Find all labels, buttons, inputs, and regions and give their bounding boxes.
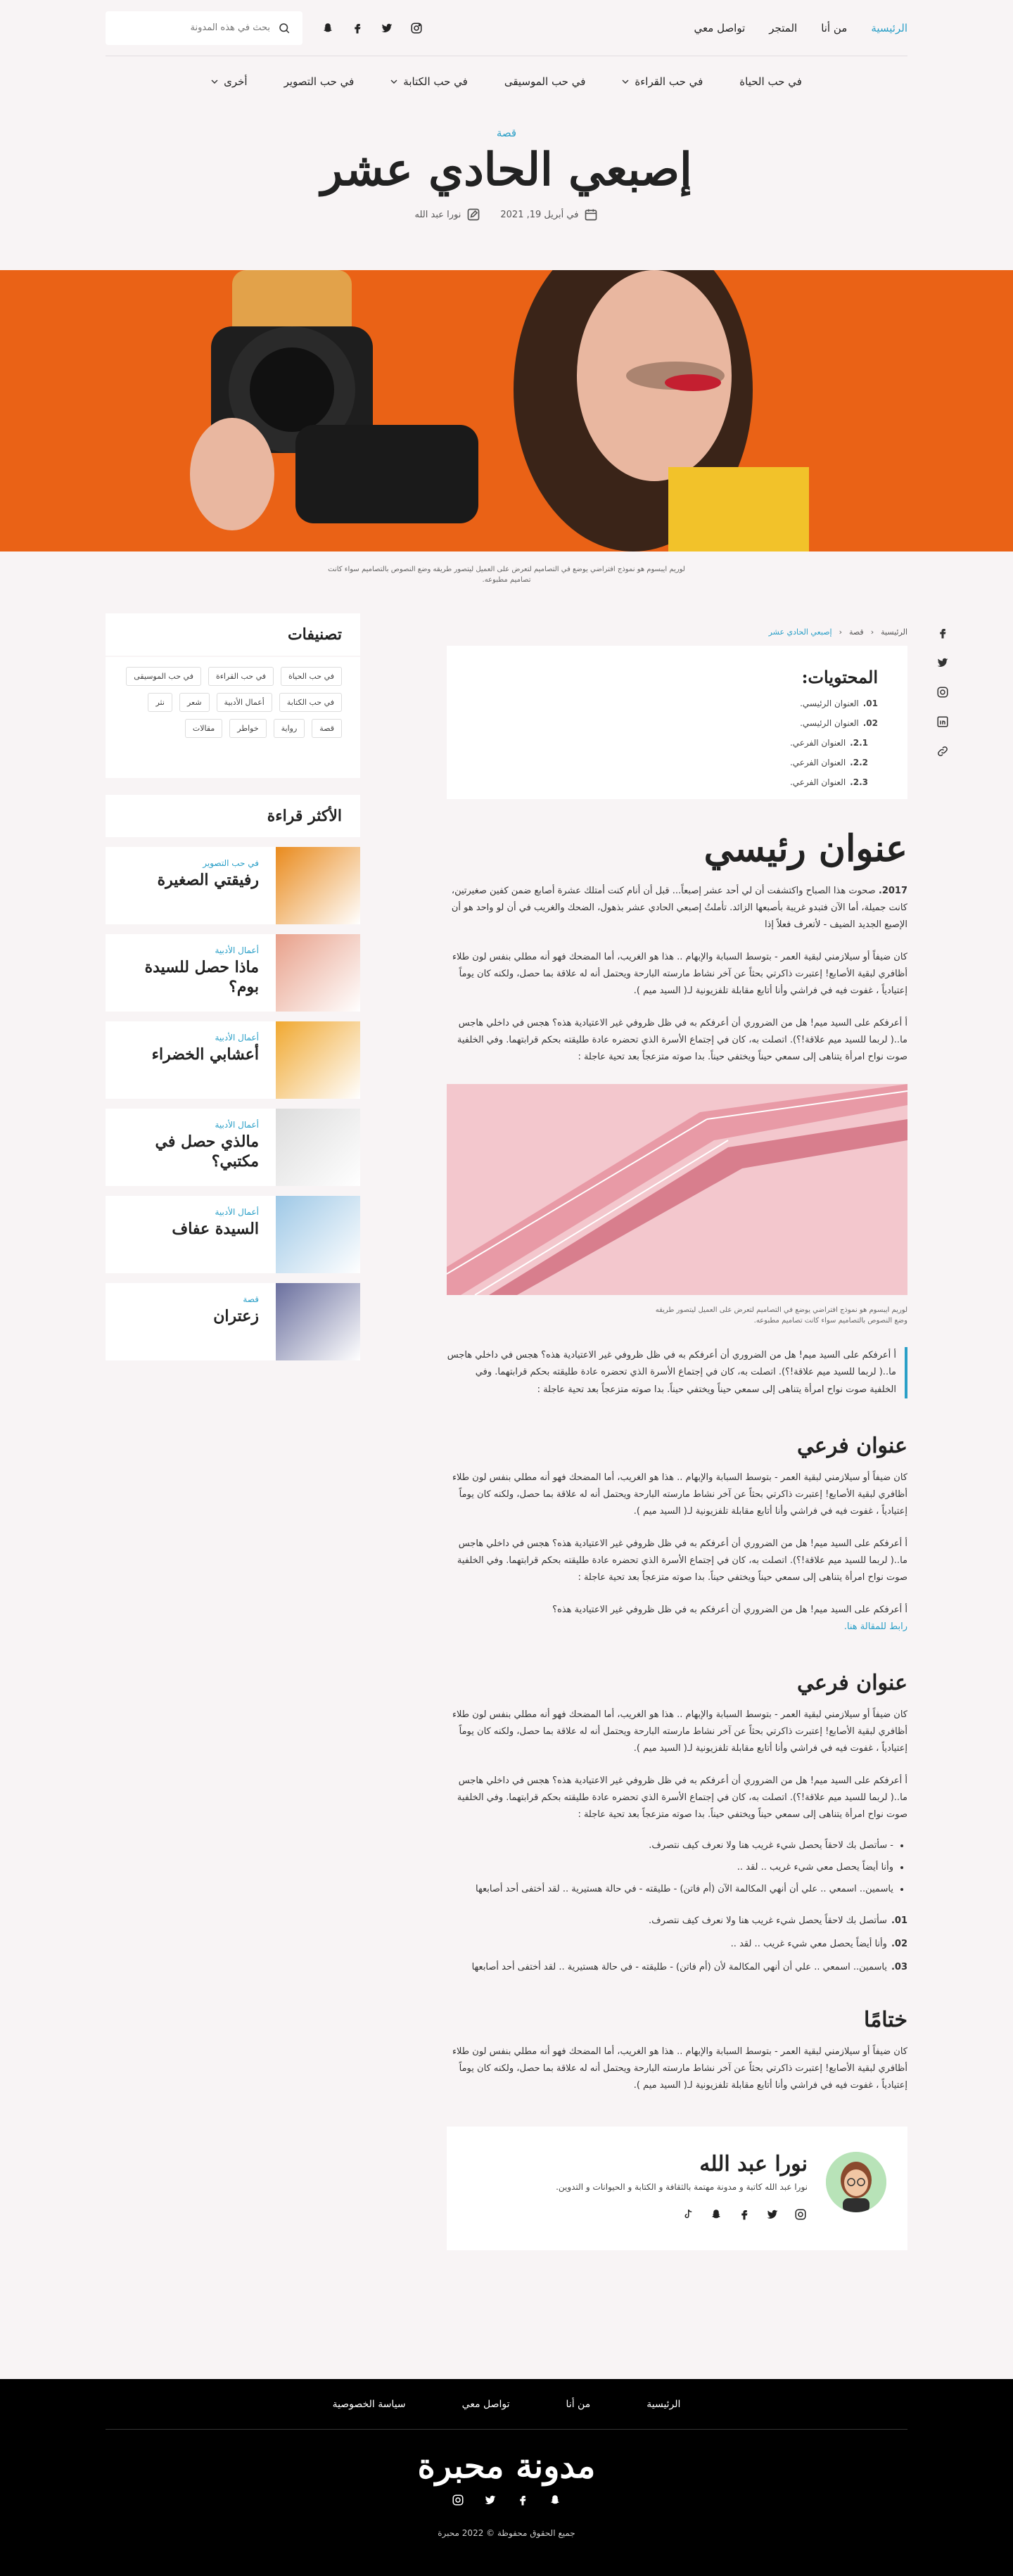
header-social xyxy=(321,21,423,35)
toc-label: العنوان الرئيسي. xyxy=(800,699,859,708)
list-item: • وأنا أيضاً يحصل معي شيء غريب .. لقد .. xyxy=(447,1862,893,1873)
twitter-icon[interactable] xyxy=(765,2207,779,2221)
popular-post-category[interactable]: قصة xyxy=(243,1294,259,1304)
main-heading: عنوان رئيسي xyxy=(703,827,907,870)
footer-logo: مدونة محبرة xyxy=(417,2447,596,2486)
popular-post-text xyxy=(106,1196,276,1273)
facebook-icon[interactable] xyxy=(737,2207,751,2221)
tag-chip[interactable]: في حب الموسيقى xyxy=(126,667,201,686)
share-bar xyxy=(936,626,950,758)
paragraph-g: أ أعرفكم على السيد ميم! هل من الضروري أن أعرفكم به في ظل ظروفي غير الاعتيادية هذه؟ هجس في داخلي هاجس ما..( لربما للسيد ميم علاقة!؟). اتصلت به، كان في إجتماع الأسرة الذي تحضره عادة طليقته بحكم قرابتهما. وفي الخلفية صوت نواح امرأة يتناهى إلى سمعي حيناً ويختفي حيناً. بدا صوته متزعجاً بعد تحية عاجلة : xyxy=(457,1775,907,1821)
paragraph-h: كان ضيفاً أو سيلازمني لبقية العمر - بتوسط السبابة والإبهام .. هذا هو الغريب، أما المضحك فهو أنه مطلي بنفس لون طلاء أظافري لبقية الأصابع! إعتبرت ذاكرتي بحثاً عن آخر نشاط مارسته البارحة ويحتمل أنه له علاقة بما حصل، ولكنه كان يوماً إعتيادياً ، غفوت فيه في فراشي وأنا أتابع مقابلة تلفزيونية لـ( السيد ميم ). xyxy=(452,2046,907,2091)
popular-post-card[interactable] xyxy=(106,1109,360,1186)
footer-nav-home[interactable]: الرئيسية xyxy=(646,2398,681,2410)
list-text: ياسمين.. اسمعي .. علي أن أنهي المكالمة لأن (أم فاتن) - طليقته - في حالة هستيرية .. لقد أختفى أحد أصابعها xyxy=(471,1962,887,1973)
intro-text: صحوت هذا الصباح واكتشفت أن لي أحد عشر إصبعاً... قبل أن أنام كنت أمتلك عشرة أصابع ضمن كفين صغيرتين، كانت جميلة، أما الآن فتبدو غريبة بأصبعها الزائد. تأملتُ إصبعي الحادي عشر بذهول، الضحك والغريب في أن لو واحد هو أن الإصبع الجديد الضيف - لأتعرف فعلاً إذا xyxy=(451,886,907,931)
cat-photo-label: في حب التصوير xyxy=(283,75,355,88)
toc-number: 2.3. xyxy=(850,777,868,787)
main-nav xyxy=(694,22,907,34)
search-box[interactable] xyxy=(106,11,302,45)
popular-widget-title: الأكثر قراءة xyxy=(106,795,360,837)
article xyxy=(447,613,907,2250)
popular-post-card[interactable] xyxy=(106,847,360,924)
toc-list xyxy=(476,699,878,787)
tag-chip[interactable]: شعر xyxy=(179,693,210,712)
popular-post-thumbnail[interactable] xyxy=(276,934,360,1012)
tag-chip[interactable]: نثر xyxy=(148,693,172,712)
popular-post-card[interactable] xyxy=(106,934,360,1012)
sub-heading-1: عنوان فرعي xyxy=(796,1433,907,1458)
popular-post-title[interactable]: السيدة عفاف xyxy=(172,1220,259,1238)
toc-number: 02. xyxy=(862,718,878,728)
chevron-left-icon: ‹ xyxy=(870,627,874,637)
breadcrumb-home[interactable]: الرئيسية xyxy=(881,627,907,637)
paragraph-a: كان ضيفاً أو سيلازمني لبقية العمر - بتوسط السبابة والإبهام .. هذا هو الغريب، أما المضحك فهو أنه مطلي بنفس لون طلاء أظافري لبقية الأصابع! إعتبرت ذاكرتي بحثاً عن آخر نشاط مارسته البارحة ويحتمل أنه له علاقة بما حصل، ولكنه كان يوماً إعتيادياً ، غفوت فيه في فراشي وأنا أتابع مقابلة تلفزيونية لـ( السيد ميم ). xyxy=(452,952,907,997)
popular-post-thumbnail[interactable] xyxy=(276,1109,360,1186)
cat-other[interactable] xyxy=(211,75,247,88)
snapchat-icon[interactable] xyxy=(548,2493,562,2507)
tags-cloud xyxy=(106,657,360,778)
author-box xyxy=(447,2127,907,2250)
sidebar xyxy=(106,613,360,2250)
tag-chip[interactable]: قصة xyxy=(312,719,342,738)
toc-title: المحتويات: xyxy=(801,667,878,687)
popular-post-category[interactable]: أعمال الأدبية xyxy=(215,1207,259,1217)
cat-reading[interactable] xyxy=(622,75,703,88)
escalator-illustration xyxy=(447,1084,907,1295)
popular-post-category[interactable]: أعمال الأدبية xyxy=(215,1120,259,1130)
popular-post-thumbnail[interactable] xyxy=(276,1283,360,1360)
list-item xyxy=(447,1939,907,1949)
conclusion-heading: ختامًا xyxy=(864,2008,907,2033)
header-tools xyxy=(106,11,423,45)
popular-post-card[interactable] xyxy=(106,1283,360,1360)
toc-item[interactable] xyxy=(476,699,878,708)
nav-about[interactable]: من أنا xyxy=(821,21,848,34)
search-icon[interactable] xyxy=(277,21,291,35)
image-caption: لوريم ايبسوم هو نموذج افتراضي يوضع في التصاميم لتعرض على العميل ليتصور طريقه وضع النصوص بالتصاميم سواء كانت تصاميم مطبوعه. xyxy=(655,1306,907,1325)
snapchat-icon[interactable] xyxy=(321,21,335,35)
avatar-illustration xyxy=(826,2152,886,2212)
cat-writing[interactable] xyxy=(390,75,468,88)
footer-nav-about[interactable]: من أنا xyxy=(566,2398,591,2410)
facebook-icon[interactable] xyxy=(350,21,364,35)
post-date-text: في أبريل 19, 2021 xyxy=(500,209,579,220)
toc-label: العنوان الرئيسي. xyxy=(800,718,859,728)
table-of-contents xyxy=(447,646,907,799)
tag-chip[interactable]: مقالات xyxy=(185,719,222,738)
popular-post-title[interactable]: أعشابي الخضراء xyxy=(151,1045,259,1064)
popular-post-title[interactable]: زعتران xyxy=(213,1307,259,1325)
nav-contact[interactable]: تواصل معي xyxy=(694,21,746,34)
breadcrumb-category[interactable]: قصة xyxy=(849,627,864,637)
nav-home[interactable]: الرئيسية xyxy=(871,21,907,34)
tag-chip[interactable]: أعمال الأدبية xyxy=(217,693,272,712)
breadcrumb xyxy=(447,618,907,646)
footer-social xyxy=(0,2493,1013,2507)
hero-caption: لوريم ايبسوم هو نموذج افتراضي يوضع في التصاميم لتعرض على العميل ليتصور طريقه وضع النصوص بالتصاميم سواء كانت تصاميم مطبوعه. xyxy=(328,566,685,584)
tag-chip[interactable]: خواطر xyxy=(229,719,266,738)
toc-item[interactable] xyxy=(476,738,868,748)
calendar-icon xyxy=(584,208,598,222)
blockquote: أ أعرفكم على السيد ميم! هل من الضروري أن أعرفكم به في ظل ظروفي غير الاعتيادية هذه؟ هجس في داخلي هاجس ما..( لربما للسيد ميم علاقة!؟). اتصلت به، كان في إجتماع الأسرة الذي تحضره عادة طليقته بحكم قرابتهما. وفي الخلفية صوت نواح امرأة يتناهى إلى سمعي حيناً ويختفي حيناً. بدا صوته متزعجاً بعد تحية عاجلة : xyxy=(447,1347,907,1398)
popular-post-category[interactable]: أعمال الأدبية xyxy=(215,1033,259,1042)
top-bar xyxy=(106,0,907,56)
search-input[interactable] xyxy=(117,23,270,33)
popular-list xyxy=(106,847,360,1360)
twitter-icon[interactable] xyxy=(483,2493,497,2507)
toc-number: 2.2. xyxy=(850,758,868,767)
list-item xyxy=(447,1915,907,1926)
tiktok-icon[interactable] xyxy=(681,2207,695,2221)
toc-label: العنوان الفرعي. xyxy=(789,738,846,748)
nav-store[interactable]: المتجر xyxy=(769,21,798,34)
popular-post-text xyxy=(106,1283,276,1360)
cat-writing-label: في حب الكتابة xyxy=(403,75,468,88)
popular-post-title[interactable]: مالذي حصل في مكتبي؟ xyxy=(155,1133,259,1171)
categories-widget-title: تصنيفات xyxy=(106,613,360,656)
facebook-icon[interactable] xyxy=(516,2493,530,2507)
post-title: إصبعي الحادي عشر xyxy=(321,144,692,196)
popular-post-card[interactable] xyxy=(106,1196,360,1273)
list-text: وأنا أيضاً يحصل معي شيء غريب .. لقد .. xyxy=(730,1939,887,1950)
post-date xyxy=(500,208,598,222)
content-image xyxy=(447,1084,907,1295)
chevron-down-icon xyxy=(622,78,629,85)
post-author[interactable] xyxy=(415,208,481,222)
paragraph-e xyxy=(447,1602,907,1635)
list-item: • - سأتصل بك لاحقاً يحصل شيء غريب هنا ولا نعرف كيف نتصرف. xyxy=(447,1840,893,1851)
hero-image xyxy=(0,270,1013,551)
list-number: 01. xyxy=(891,1915,907,1927)
list-number: 02. xyxy=(891,1939,907,1950)
toc-label: العنوان الفرعي. xyxy=(789,758,846,767)
toc-item[interactable] xyxy=(476,777,868,787)
twitter-icon[interactable] xyxy=(936,656,950,670)
instagram-icon[interactable] xyxy=(936,685,950,699)
category-nav xyxy=(106,56,907,107)
author-bio: نورا عبد الله كاتبة و مدونة مهتمة بالثقافة و الكتابة و الحيوانات و التدوين. xyxy=(556,2182,808,2193)
instagram-icon[interactable] xyxy=(451,2493,465,2507)
facebook-icon[interactable] xyxy=(936,626,950,640)
popular-post-category[interactable]: في حب التصوير xyxy=(203,858,259,868)
linkedin-icon[interactable] xyxy=(936,715,950,729)
paragraph-b: أ أعرفكم على السيد ميم! هل من الضروري أن أعرفكم به في ظل ظروفي غير الاعتيادية هذه؟ هجس في داخلي هاجس ما..( لربما للسيد ميم علاقة!؟). اتصلت به، كان في إجتماع الأسرة الذي تحضره عادة طليقته بحكم قرابتهما. وفي الخلفية صوت نواح امرأة يتناهى إلى سمعي حيناً ويختفي حيناً. بدا صوته متزعجاً بعد تحية عاجلة : xyxy=(457,1018,907,1063)
popular-post-text xyxy=(106,847,276,924)
popular-post-category[interactable]: أعمال الأدبية xyxy=(215,945,259,955)
twitter-icon[interactable] xyxy=(380,21,394,35)
popular-post-text xyxy=(106,1109,276,1186)
popular-post-thumbnail[interactable] xyxy=(276,847,360,924)
popular-post-card[interactable] xyxy=(106,1021,360,1099)
list-item: • ياسمين.. اسمعي .. علي أن أنهي المكالمة الآن (أم فاتن) - طليقته - في حالة هستيرية .. لقد أختفى أحد أصابعها xyxy=(447,1884,893,1894)
instagram-icon[interactable] xyxy=(409,21,423,35)
toc-item[interactable] xyxy=(476,758,868,767)
cat-music[interactable] xyxy=(504,75,586,88)
footer xyxy=(0,2379,1013,2576)
edit-icon xyxy=(466,208,480,222)
chevron-left-icon: ‹ xyxy=(839,627,842,637)
footer-nav-privacy[interactable]: سياسة الخصوصية xyxy=(332,2398,406,2410)
author-social xyxy=(556,2207,808,2221)
popular-post-thumbnail[interactable] xyxy=(276,1021,360,1099)
intro-year: 2017. xyxy=(878,886,907,896)
snapchat-icon[interactable] xyxy=(709,2207,723,2221)
instagram-icon[interactable] xyxy=(794,2207,808,2221)
numbered-list xyxy=(447,1915,907,1972)
content-layout xyxy=(106,613,907,2250)
post-header xyxy=(0,107,1013,270)
toc-number: 2.1. xyxy=(850,738,868,748)
breadcrumb-current: إصبعي الحادي عشر xyxy=(768,627,832,637)
author-name: نورا عبد الله xyxy=(699,2152,808,2177)
toc-label: العنوان الفرعي. xyxy=(789,777,846,787)
footer-nav xyxy=(106,2379,907,2430)
chevron-down-icon xyxy=(390,78,397,85)
avatar xyxy=(826,2152,886,2212)
bullet-list xyxy=(447,1840,893,1894)
popular-post-text xyxy=(106,934,276,1012)
hero-photo-illustration xyxy=(0,270,1013,551)
tag-chip[interactable]: رواية xyxy=(274,719,305,738)
tag-chip[interactable]: في حب القراءة xyxy=(208,667,274,686)
toc-number: 01. xyxy=(862,699,878,708)
post-author-text: نورا عبد الله xyxy=(414,209,461,220)
popular-post-thumbnail[interactable] xyxy=(276,1196,360,1273)
list-number: 03. xyxy=(891,1962,907,1973)
toc-item[interactable] xyxy=(476,718,878,728)
popular-post-title[interactable]: ماذا حصل للسيدة بوم؟ xyxy=(144,958,259,996)
paragraph-d: أ أعرفكم على السيد ميم! هل من الضروري أن أعرفكم به في ظل ظروفي غير الاعتيادية هذه؟ هجس في داخلي هاجس ما..( لربما للسيد ميم علاقة!؟). اتصلت به، كان في إجتماع الأسرة الذي تحضره عادة طليقته بحكم قرابتهما. وفي الخلفية صوت نواح امرأة يتناهى إلى سمعي حيناً ويختفي حيناً. بدا صوته متزعجاً بعد تحية عاجلة : xyxy=(457,1538,907,1583)
author-info xyxy=(556,2152,808,2225)
intro-paragraph xyxy=(447,883,907,933)
popular-post-title[interactable]: رفيقتي الصغيرة xyxy=(157,871,259,889)
paragraph-f: كان ضيفاً أو سيلازمني لبقية العمر - بتوسط السبابة والإبهام .. هذا هو الغريب، أما المضحك فهو أنه مطلي بنفس لون طلاء أظافري لبقية الأصابع! إعتبرت ذاكرتي بحثاً عن آخر نشاط مارسته البارحة ويحتمل أنه له علاقة بما حصل، ولكنه كان يوماً إعتيادياً ، غفوت فيه في فراشي وأنا أتابع مقابلة تلفزيونية لـ( السيد ميم ). xyxy=(452,1709,907,1754)
post-category[interactable]: قصة xyxy=(496,127,517,139)
cat-photo[interactable] xyxy=(284,75,355,88)
article-link[interactable]: رابط للمقالة هنا. xyxy=(843,1621,907,1632)
tag-chip[interactable]: في حب الكتابة xyxy=(279,693,342,712)
footer-nav-contact[interactable]: تواصل معي xyxy=(461,2398,510,2410)
post-meta xyxy=(0,208,1013,222)
chevron-down-icon xyxy=(211,78,218,85)
list-text: سأتصل بك لاحقاً يحصل شيء غريب هنا ولا نعرف كيف نتصرف. xyxy=(649,1915,887,1927)
tag-chip[interactable]: في حب الحياة xyxy=(281,667,342,686)
list-item xyxy=(447,1962,907,1972)
cat-life[interactable] xyxy=(739,75,802,88)
link-icon[interactable] xyxy=(936,744,950,758)
copyright: جميع الحقوق محفوظة © 2022 محبرة xyxy=(438,2528,575,2538)
cat-reading-label: في حب القراءة xyxy=(635,75,703,88)
cat-other-label: أخرى xyxy=(224,75,248,88)
cat-music-label: في حب الموسيقى xyxy=(504,75,586,88)
paragraph-e-text: أ أعرفكم على السيد ميم! هل من الضروري أن أعرفكم به في ظل ظروفي غير الاعتيادية هذه؟ xyxy=(552,1604,907,1615)
sub-heading-2: عنوان فرعي xyxy=(796,1670,907,1695)
popular-post-text xyxy=(106,1021,276,1099)
cat-life-label: في حب الحياة xyxy=(739,75,802,88)
paragraph-c: كان ضيفاً أو سيلازمني لبقية العمر - بتوسط السبابة والإبهام .. هذا هو الغريب، أما المضحك فهو أنه مطلي بنفس لون طلاء أظافري لبقية الأصابع! إعتبرت ذاكرتي بحثاً عن آخر نشاط مارسته البارحة ويحتمل أنه له علاقة بما حصل، ولكنه كان يوماً إعتيادياً ، غفوت فيه في فراشي وأنا أتابع مقابلة تلفزيونية لـ( السيد ميم ). xyxy=(452,1472,907,1517)
